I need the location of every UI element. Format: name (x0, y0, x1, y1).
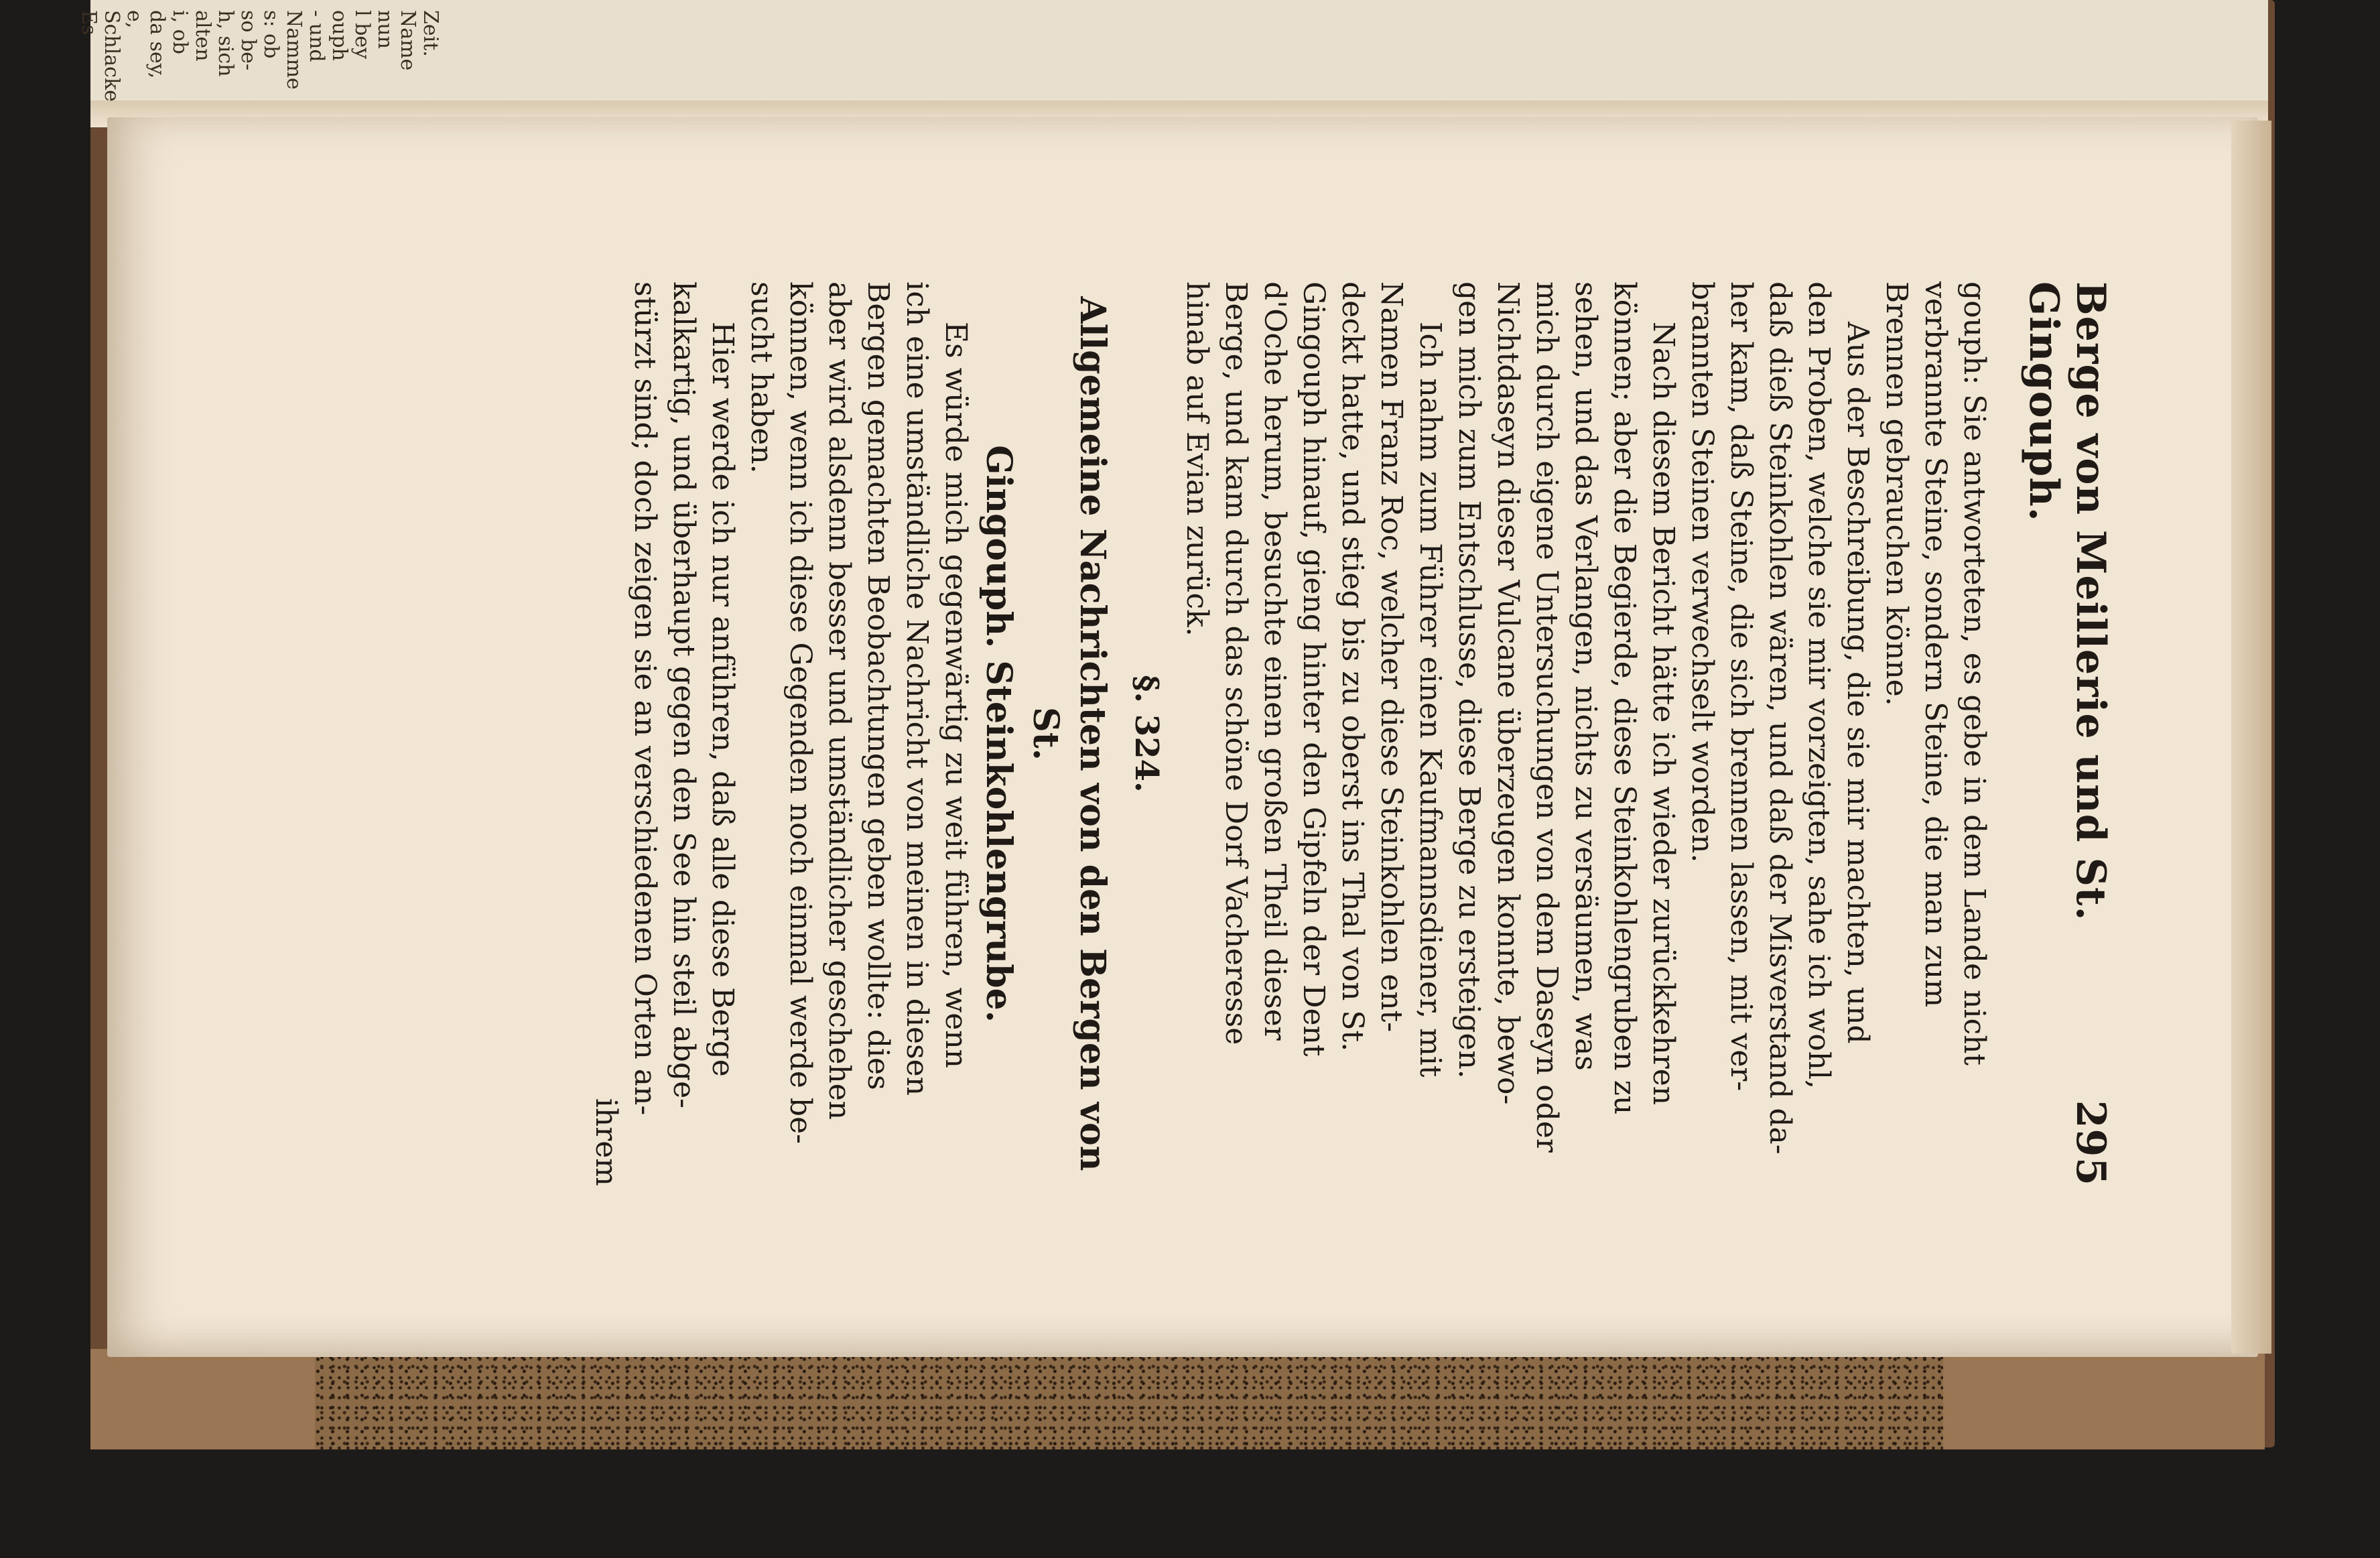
paragraph-block-1 (1177, 281, 1993, 1186)
text-line: Aus der Beschreibung, die sie mir machten, und (1841, 322, 1875, 1044)
previous-page-fragment: so be- (237, 10, 260, 71)
previous-page-fragment: Namme (282, 10, 306, 90)
text-line: verbrannte Steine, sondern Steine, die man zum (1918, 281, 1953, 1008)
catchword: ihrem (589, 1098, 623, 1186)
text-line: gen mich zum Entschlusse, diese Berge zu ersteigen. (1452, 281, 1486, 1079)
text-line: ich eine umständliche Nachricht von meinen in diesen (900, 281, 934, 1096)
page-text-block (589, 281, 2114, 1186)
previous-page-fragment: Name (396, 10, 419, 71)
text-line: sehen, und das Verlangen, nichts zu versäumen, was (1569, 281, 1603, 1071)
text-line: können; aber die Begierde, diese Steinkohlengruben zu (1607, 281, 1642, 1115)
text-line: daß dieß Steinkohlen wären, und daß der Misverstand da- (1763, 281, 1797, 1155)
text-line: Namen Franz Roc, welcher diese Steinkohlen ent- (1374, 281, 1408, 1033)
text-line: mich durch eigene Untersuchungen von dem Daseyn oder (1530, 281, 1564, 1153)
text-line: sucht haben. (744, 281, 779, 474)
previous-page-fragment: e, (123, 10, 146, 29)
text-line: hinab auf Evian zurück. (1180, 281, 1214, 637)
page-number: 295 (2067, 1100, 2114, 1186)
previous-page-fragment: Zeit. (419, 10, 442, 57)
text-line: Berge, und kam durch das schöne Dorf Vacheresse (1219, 281, 1253, 1045)
text-line: Bergen gemachten Beobachtungen geben wollte: dies (861, 281, 895, 1090)
text-line: den Proben, welche sie mir vorzeigten, sahe ich wohl, (1802, 281, 1836, 1090)
section-number: §. 324. (1128, 675, 1165, 793)
text-line: Gingouph hinauf, gieng hinter den Gipfeln der Dent (1297, 281, 1331, 1057)
text-line: Ich nahm zum Führer einen Kaufmannsdiener, mit (1413, 322, 1447, 1078)
previous-page-fragment: l bey (350, 10, 374, 60)
section-heading-line-2: Gingouph. Steinkohlengrube. (978, 445, 1019, 1023)
text-line: gouph: Sie antworteten, es gebe in dem Lande nicht (1957, 281, 1991, 1066)
running-title: Berge von Meillerie und St. Gingouph. (2020, 281, 2114, 921)
paragraph-block-2 (625, 281, 975, 1186)
previous-page-text (77, 3, 503, 117)
text-line: d'Oche herum, besuchte einen großen Theil dieser (1258, 281, 1292, 1041)
page-edge-right-bottom (1943, 1347, 2265, 1449)
section-heading-line-1: Allgemeine Nachrichten von den Bergen von St. (1025, 296, 1113, 1171)
previous-page-fragment: Es (77, 10, 101, 36)
running-header (2020, 281, 2114, 1186)
previous-page-fragment: s: ob (259, 10, 283, 59)
previous-page-fragment: h, sich (214, 10, 237, 77)
previous-page-fragment: i, ob (168, 10, 192, 54)
previous-page-fragment: alten (191, 10, 214, 62)
text-line: Es würde mich gegenwärtig zu weit führen, wenn (939, 322, 973, 1068)
text-line: brannten Steinen verwechselt worden. (1685, 281, 1719, 863)
previous-page-fragment: da sey, (145, 10, 169, 79)
text-line: aber wird alsdenn besser und umständlicher geschehen (822, 281, 856, 1120)
text-line: deckt hatte, und stieg bis zu oberst ins Thal von St. (1335, 281, 1370, 1052)
previous-page-fragment: Schlacke (100, 10, 123, 102)
previous-page-fragment: nun (373, 10, 397, 49)
previous-page-fragment: - und (305, 10, 328, 62)
text-line: Hier werde ich nur anführen, daß alle diese Berge (706, 322, 740, 1077)
speckled-fore-edge (315, 1354, 1950, 1449)
page-edge-left (90, 1347, 325, 1449)
text-line: stürzt sind; doch zeigen sie an verschiedenen Orten an- (628, 281, 662, 1116)
previous-page-fragment: ouph (328, 10, 351, 61)
page-stack-edge (2231, 121, 2271, 1354)
text-line: Brennen gebrauchen könne. (1879, 281, 1914, 706)
text-line: können, wenn ich diese Gegenden noch einmal werde be- (783, 281, 817, 1144)
text-line: Nach diesem Bericht hätte ich wieder zurückkehren (1646, 322, 1680, 1106)
text-line: Nichtdaseyn dieser Vulcane überzeugen konnte, bewo- (1491, 281, 1525, 1105)
text-line: kalkartig, und überhaupt gegen den See hin steil abge- (667, 281, 701, 1109)
text-line: her kam, daß Steine, die sich brennen lassen, mit ver- (1724, 281, 1758, 1092)
